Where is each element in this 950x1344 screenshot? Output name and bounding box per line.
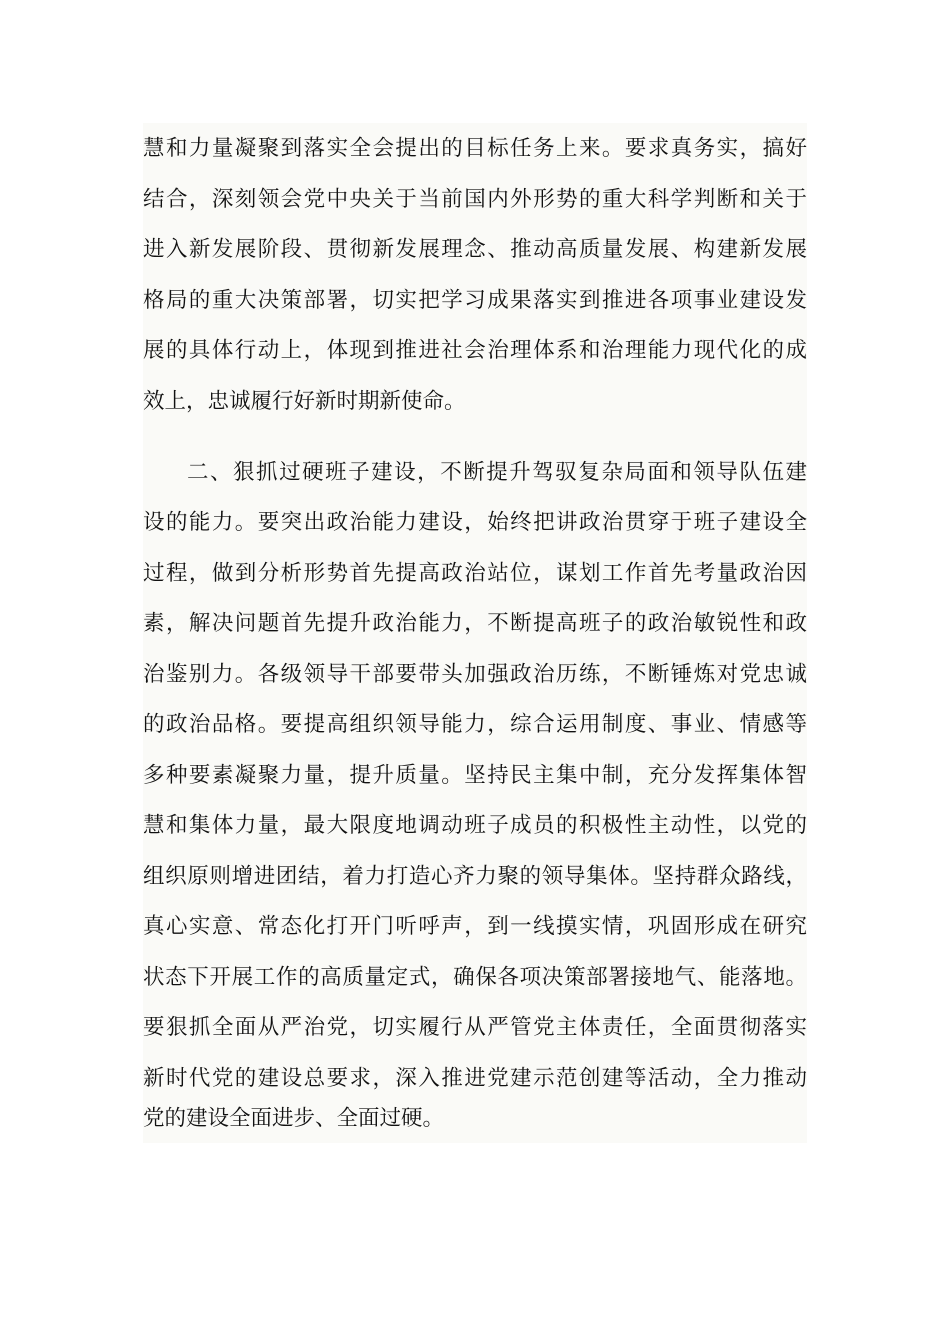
paragraph-line: 素，解决问题首先提升政治能力，不断提高班子的政治敏锐性和政 [143,611,807,636]
paragraph-line: 组织原则增进团结，着力打造心齐力聚的领导集体。坚持群众路线， [143,864,807,889]
text-block [143,123,807,1143]
paragraph-line: 结合，深刻领会党中央关于当前国内外形势的重大科学判断和关于 [143,187,807,212]
paragraph-line: 要狠抓全面从严治党，切实履行从严管党主体责任，全面贯彻落实 [143,1015,807,1040]
paragraph-line: 真心实意、常态化打开门听呼声，到一线摸实情，巩固形成在研究 [143,914,807,939]
paragraph-line: 设的能力。要突出政治能力建设，始终把讲政治贯穿于班子建设全 [143,510,807,535]
paragraph-line: 二、狠抓过硬班子建设，不断提升驾驭复杂局面和领导队伍建 [187,460,807,485]
paragraph-line: 党的建设全面进步、全面过硬。 [143,1106,445,1131]
paragraph-line: 格局的重大决策部署，切实把学习成果落实到推进各项事业建设发 [143,288,807,313]
paragraph-line: 状态下开展工作的高质量定式，确保各项决策部署接地气、能落地。 [143,965,807,990]
paragraph-line: 新时代党的建设总要求，深入推进党建示范创建等活动，全力推动 [143,1066,807,1091]
paragraph-line: 效上，忠诚履行好新时期新使命。 [143,389,466,414]
paragraph-line: 过程，做到分析形势首先提高政治站位，谋划工作首先考量政治因 [143,561,807,586]
paragraph-line: 多种要素凝聚力量，提升质量。坚持民主集中制，充分发挥集体智 [143,763,807,788]
paragraph-line: 进入新发展阶段、贯彻新发展理念、推动高质量发展、构建新发展 [143,237,807,262]
paragraph-line: 的政治品格。要提高组织领导能力，综合运用制度、事业、情感等 [143,712,807,737]
paragraph-line: 慧和集体力量，最大限度地调动班子成员的积极性主动性，以党的 [143,813,807,838]
paragraph-line: 展的具体行动上，体现到推进社会治理体系和治理能力现代化的成 [143,338,807,363]
paragraph-line: 治鉴别力。各级领导干部要带头加强政治历练，不断锤炼对党忠诚 [143,662,807,687]
paragraph-line: 慧和力量凝聚到落实全会提出的目标任务上来。要求真务实，搞好 [143,136,807,161]
